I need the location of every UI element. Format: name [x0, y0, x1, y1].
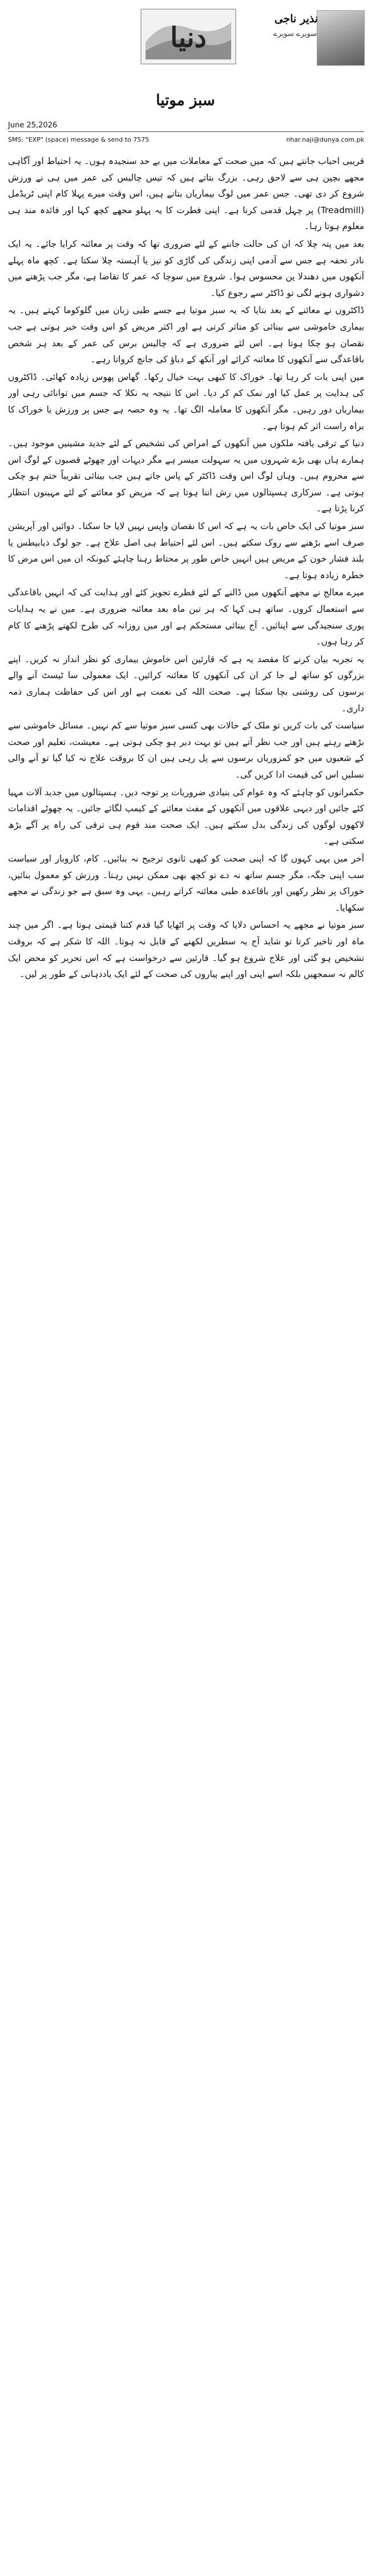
newspaper-logo-icon [140, 8, 237, 65]
article-title: سبز موتیا [156, 92, 215, 109]
article-paragraph: سیاست کی بات کریں تو ملک کے حالات بھی کسی سبز موتیا سے کم نہیں۔ مسائل خاموشی سے بڑھتے رہتے ہیں اور جب نظر آتے ہیں تو بہت دیر ہو چکی ہوتی ہے۔ معیشت، تعلیم اور صحت کے شعبوں میں جو کمزوریاں برسوں سے پل رہی ہیں ان کا بروقت علاج نہ کیا گیا تو آنے والی نسلیں اس کی قیمت ادا کریں گی۔ [8, 720, 364, 780]
author-name: نذیر ناجی [274, 13, 318, 25]
article-body [8, 153, 364, 2567]
article-paragraph: سبز موتیا کی ایک خاص بات یہ ہے کہ اس کا نقصان واپس نہیں لایا جا سکتا۔ دوائیں اور آپریشن صرف اسے بڑھنے سے روک سکتے ہیں۔ اس لئے احتیاط ہی اصل علاج ہے۔ جو لوگ ذیابیطس یا بلند فشار خون کے مریض ہیں انہیں خاص طور پر محتاط رہنا چاہئے کیونکہ ان میں اس مرض کا خطرہ زیادہ ہوتا ہے۔ [8, 521, 364, 580]
article-paragraph: یہ تجربہ بیان کرنے کا مقصد یہ ہے کہ قارئین اس خاموش بیماری کو نظر انداز نہ کریں۔ اپنے بزرگوں کو ساتھ لے جا کر ان کی آنکھوں کا معائنہ کرائیں۔ ایک معمولی سا ٹیسٹ آنے والے برسوں کی روشنی بچا سکتا ہے۔ صحت اللہ کی نعمت ہے اور اس کی حفاظت ہماری ذمہ داری۔ [8, 654, 364, 714]
article-paragraph: دنیا کے ترقی یافتہ ملکوں میں آنکھوں کے امراض کی تشخیص کے لئے جدید مشینیں موجود ہیں۔ ہمارے ہاں بھی بڑے شہروں میں یہ سہولت میسر ہے مگر دیہات اور چھوٹے قصبوں کے لوگ اس سے محروم ہیں۔ وہاں لوگ اس وقت ڈاکٹر کے پاس جاتے ہیں جب بینائی تقریباً ختم ہو چکی ہوتی ہے۔ سرکاری ہسپتالوں میں رش اتنا ہوتا ہے کہ مریض کو معائنے کے لئے مہینوں انتظار کرنا پڑتا ہے۔ [8, 438, 364, 514]
header-divider [8, 131, 364, 132]
author-email: nhar.naji@dunya.com.pk [286, 136, 364, 143]
article-paragraph: بعد میں پتہ چلا کہ ان کی حالت جاننے کے لئے ضروری تھا کہ وقت پر معائنہ کرایا جائے۔ یہ ایک نادر تحفہ ہے جس سے آدمی اپنی زندگی کی گاڑی کو تیز یا آہستہ چلا سکتا ہے۔ کچھ ماہ پہلے آنکھوں میں دھندلا پن محسوس ہوا۔ شروع میں سوچا کہ عمر کا تقاضا ہے، مگر جب پڑھنے میں دشواری ہونے لگی تو ڈاکٹر سے رجوع کیا۔ [8, 238, 364, 298]
article-paragraph: میرے معالج نے مجھے آنکھوں میں ڈالنے کے لئے قطرے تجویز کئے اور ہدایت کی کہ انہیں باقاعدگی سے استعمال کروں۔ ساتھ ہی کہا کہ ہر تین ماہ بعد معائنہ ضروری ہے۔ میں نے یہ ہدایات پوری سنجیدگی سے اپنائیں۔ آج بینائی مستحکم ہے اور میں روزانہ کی طرح لکھنے پڑھنے کا کام کر رہا ہوں۔ [8, 587, 364, 647]
article-paragraph: قریبی احباب جانتے ہیں کہ میں صحت کے معاملات میں بے حد سنجیدہ ہوں۔ یہ احتیاط اور آگاہی مجھے بچپن ہی سے لاحق رہی۔ بزرگ بتاتے ہیں کہ تیس چالیس کی عمر میں ہی نے ورزش شروع کر دی تھی۔ جس عمر میں لوگ بیماریاں بتاتے ہیں، اس وقت میرے پہلا کام اپنی ٹریڈمل (Treadmill) پر چہل قدمی کرنا ہے۔ اپنی فطرت کا یہ پہلو مجھے کچھ کہا اور فائدہ مند ہی معلوم ہوتا رہا۔ [8, 156, 364, 232]
column-name: سویرے سویرے [273, 30, 317, 38]
publish-date: June 25,2026 [8, 121, 58, 130]
article-paragraph: حکمرانوں کو چاہئے کہ وہ عوام کی بنیادی ضروریات پر توجہ دیں۔ ہسپتالوں میں جدید آلات مہیا کئے جائیں اور دیہی علاقوں میں آنکھوں کے مفت معائنے کے کیمپ لگائے جائیں۔ یہ چھوٹے اقدامات لاکھوں لوگوں کی زندگی بدل سکتے ہیں۔ ایک صحت مند قوم ہی ترقی کی راہ پر آگے بڑھ سکتی ہے۔ [8, 787, 364, 847]
sms-instruction: SMS: "EXP" (space) message & send to 7575 [8, 136, 150, 143]
article-paragraph: میں اپنی بات کر رہا تھا۔ خوراک کا کبھی بہت خیال رکھا۔ گھاس پھوس زیادہ کھائی۔ ڈاکٹروں کی ہدایت پر عمل کیا اور نمک کم کر دیا۔ اس کا نتیجہ یہ نکلا کہ جسم میں توانائی رہی اور بیماریاں دور رہیں۔ مگر آنکھوں کا معاملہ الگ تھا۔ یہ وہ حصہ ہے جس پر ورزش یا خوراک کا براہ راست اثر کم ہوتا ہے۔ [8, 371, 364, 431]
article-paragraph: سبز موتیا نے مجھے یہ احساس دلایا کہ وقت پر اٹھایا گیا قدم کتنا قیمتی ہوتا ہے۔ اگر میں چند ماہ اور تاخیر کرتا تو شاید آج یہ سطریں لکھنے کے قابل نہ ہوتا۔ اللہ کا شکر ہے کہ بروقت تشخیص ہو گئی اور علاج شروع ہو گیا۔ قارئین سے درخواست ہے کہ اس تحریر کو محض ایک کالم نہ سمجھیں بلکہ اسے اپنی اور اپنے پیاروں کی صحت کے لئے ایک یاددہانی کے طور پر لیں۔ [8, 920, 364, 980]
svg-text:دنیا: دنیا [170, 22, 207, 54]
article-paragraph: آخر میں یہی کہوں گا کہ اپنی صحت کو کبھی ثانوی ترجیح نہ بنائیں۔ کام، کاروبار اور سیاست سب اپنی جگہ، مگر جسم ساتھ نہ دے تو کچھ بھی ممکن نہیں رہتا۔ ورزش کو معمول بنائیں، خوراک پر نظر رکھیں اور باقاعدہ طبی معائنہ کراتے رہیں۔ یہی وہ سبق ہے جو زندگی نے مجھے سکھایا۔ [8, 853, 364, 913]
newspaper-logo [140, 8, 237, 65]
author-avatar [317, 10, 365, 66]
article-title-box [103, 86, 268, 115]
article-paragraph: ڈاکٹروں نے معائنے کے بعد بتایا کہ یہ سبز موتیا ہے جسے طبی زبان میں گلوکوما کہتے ہیں۔ یہ بیماری خاموشی سے بینائی کو متاثر کرتی ہے اور اکثر مریض کو اس وقت خبر ہوتی ہے جب نقصان ہو چکا ہوتا ہے۔ اس لئے ضروری ہے کہ چالیس برس کی عمر کے بعد ہر شخص باقاعدگی سے آنکھوں کا معائنہ کرائے اور آنکھ کے دباؤ کی جانچ کرواتا رہے۔ [8, 305, 364, 365]
